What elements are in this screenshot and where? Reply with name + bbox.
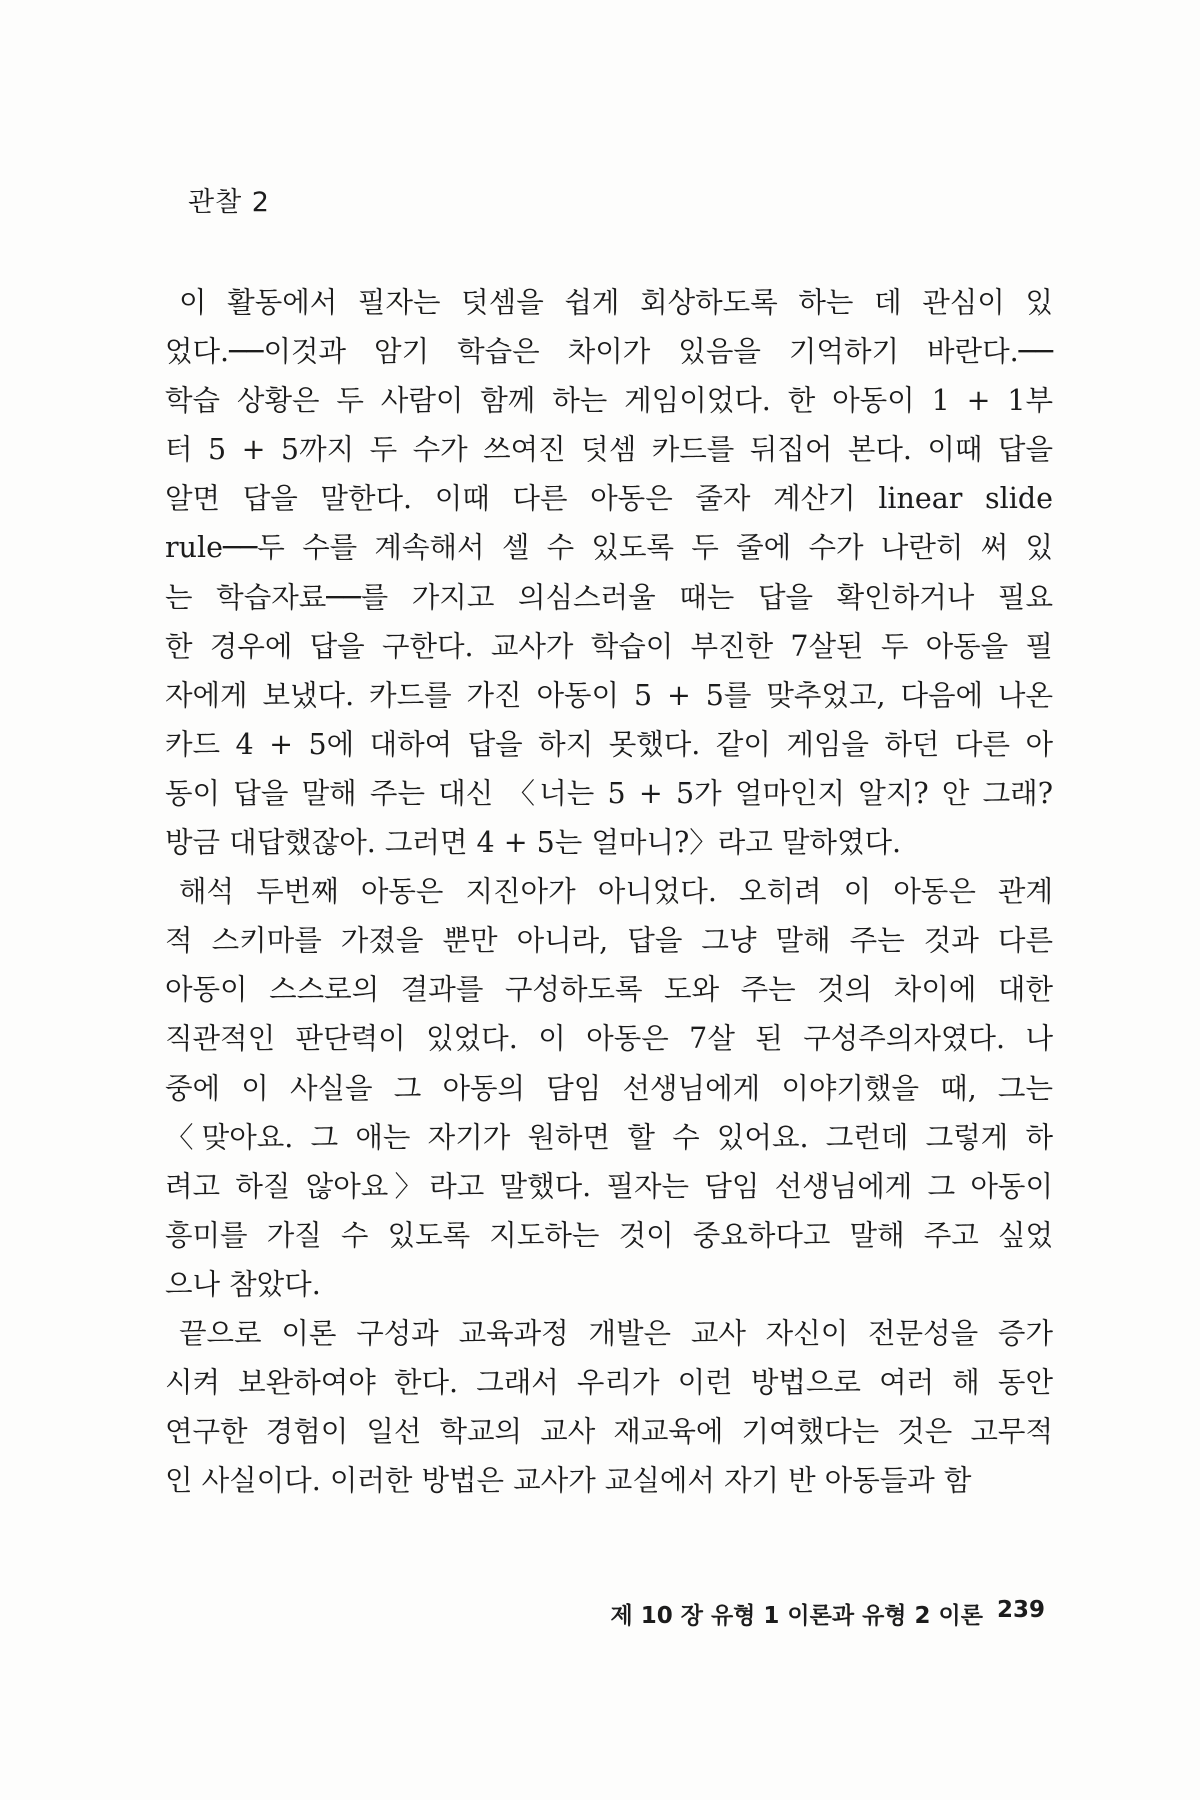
text-line: 적 스키마를 가졌을 뿐만 아니라, 답을 그냥 말해 주는 것과 다른	[165, 924, 1053, 958]
text-line: 는 학습자료──를 가지고 의심스러울 때는 답을 확인하거나 필요	[165, 580, 1053, 614]
text-line: 려고 하질 않아요〉라고 말했다. 필자는 담임 선생님에게 그 아동이	[165, 1169, 1053, 1203]
text-line: 학습 상황은 두 사람이 함께 하는 게임이었다. 한 아동이 1 + 1부	[165, 384, 1053, 418]
text-line: 카드 4 + 5에 대하여 답을 하지 못했다. 같이 게임을 하던 다른 아	[165, 727, 1053, 761]
page-number: 239	[996, 1597, 1045, 1623]
text-line: 시켜 보완하여야 한다. 그래서 우리가 이런 방법으로 여러 해 동안	[165, 1366, 1053, 1400]
text-line: 동이 답을 말해 주는 대신 〈너는 5 + 5가 얼마인지 알지? 안 그래?	[165, 776, 1053, 810]
text-line: 방금 대답했잖아. 그러면 4 + 5는 얼마니?〉라고 말하였다.	[165, 826, 902, 860]
text-line: 인 사실이다. 이러한 방법은 교사가 교실에서 자기 반 아동들과 함	[165, 1464, 972, 1498]
text-line: 중에 이 사실을 그 아동의 담임 선생님에게 이야기했을 때, 그는	[165, 1071, 1053, 1105]
body-text	[165, 278, 1053, 1505]
text-line: 터 5 + 5까지 두 수가 쓰여진 덧셈 카드를 뒤집어 본다. 이때 답을	[165, 433, 1053, 467]
text-line: rule──두 수를 계속해서 셀 수 있도록 두 줄에 수가 나란히 써 있	[165, 531, 1053, 565]
text-line: 〈맞아요. 그 애는 자기가 원하면 할 수 있어요. 그런데 그렇게 하	[165, 1120, 1053, 1154]
text-line: 자에게 보냈다. 카드를 가진 아동이 5 + 5를 맞추었고, 다음에 나온	[165, 678, 1053, 712]
text-line: 으나 참았다.	[165, 1267, 321, 1301]
running-footer	[575, 1597, 1045, 1630]
footer-chapter-title: 제 10 장 유형 1 이론과 유형 2 이론	[610, 1603, 983, 1629]
text-line: 알면 답을 말한다. 이때 다른 아동은 줄자 계산기 linear slide	[165, 482, 1053, 516]
text-line: 직관적인 판단력이 있었다. 이 아동은 7살 된 구성주의자였다. 나	[165, 1022, 1053, 1056]
text-line: 끝으로 이론 구성과 교육과정 개발은 교사 자신이 전문성을 증가	[179, 1316, 1053, 1350]
text-line: 아동이 스스로의 결과를 구성하도록 도와 주는 것의 차이에 대한	[165, 973, 1053, 1007]
text-line: 었다.──이것과 암기 학습은 차이가 있음을 기억하기 바란다.──	[165, 335, 1053, 369]
text-line: 한 경우에 답을 구한다. 교사가 학습이 부진한 7살된 두 아동을 필	[165, 629, 1053, 663]
text-line: 연구한 경험이 일선 학교의 교사 재교육에 기여했다는 것은 고무적	[165, 1415, 1053, 1449]
section-title: 관찰 2	[188, 187, 270, 218]
text-line: 해석 두번째 아동은 지진아가 아니었다. 오히려 이 아동은 관계	[179, 875, 1053, 909]
text-line: 흥미를 가질 수 있도록 지도하는 것이 중요하다고 말해 주고 싶었	[165, 1218, 1053, 1252]
text-line: 이 활동에서 필자는 덧셈을 쉽게 회상하도록 하는 데 관심이 있	[179, 286, 1053, 319]
